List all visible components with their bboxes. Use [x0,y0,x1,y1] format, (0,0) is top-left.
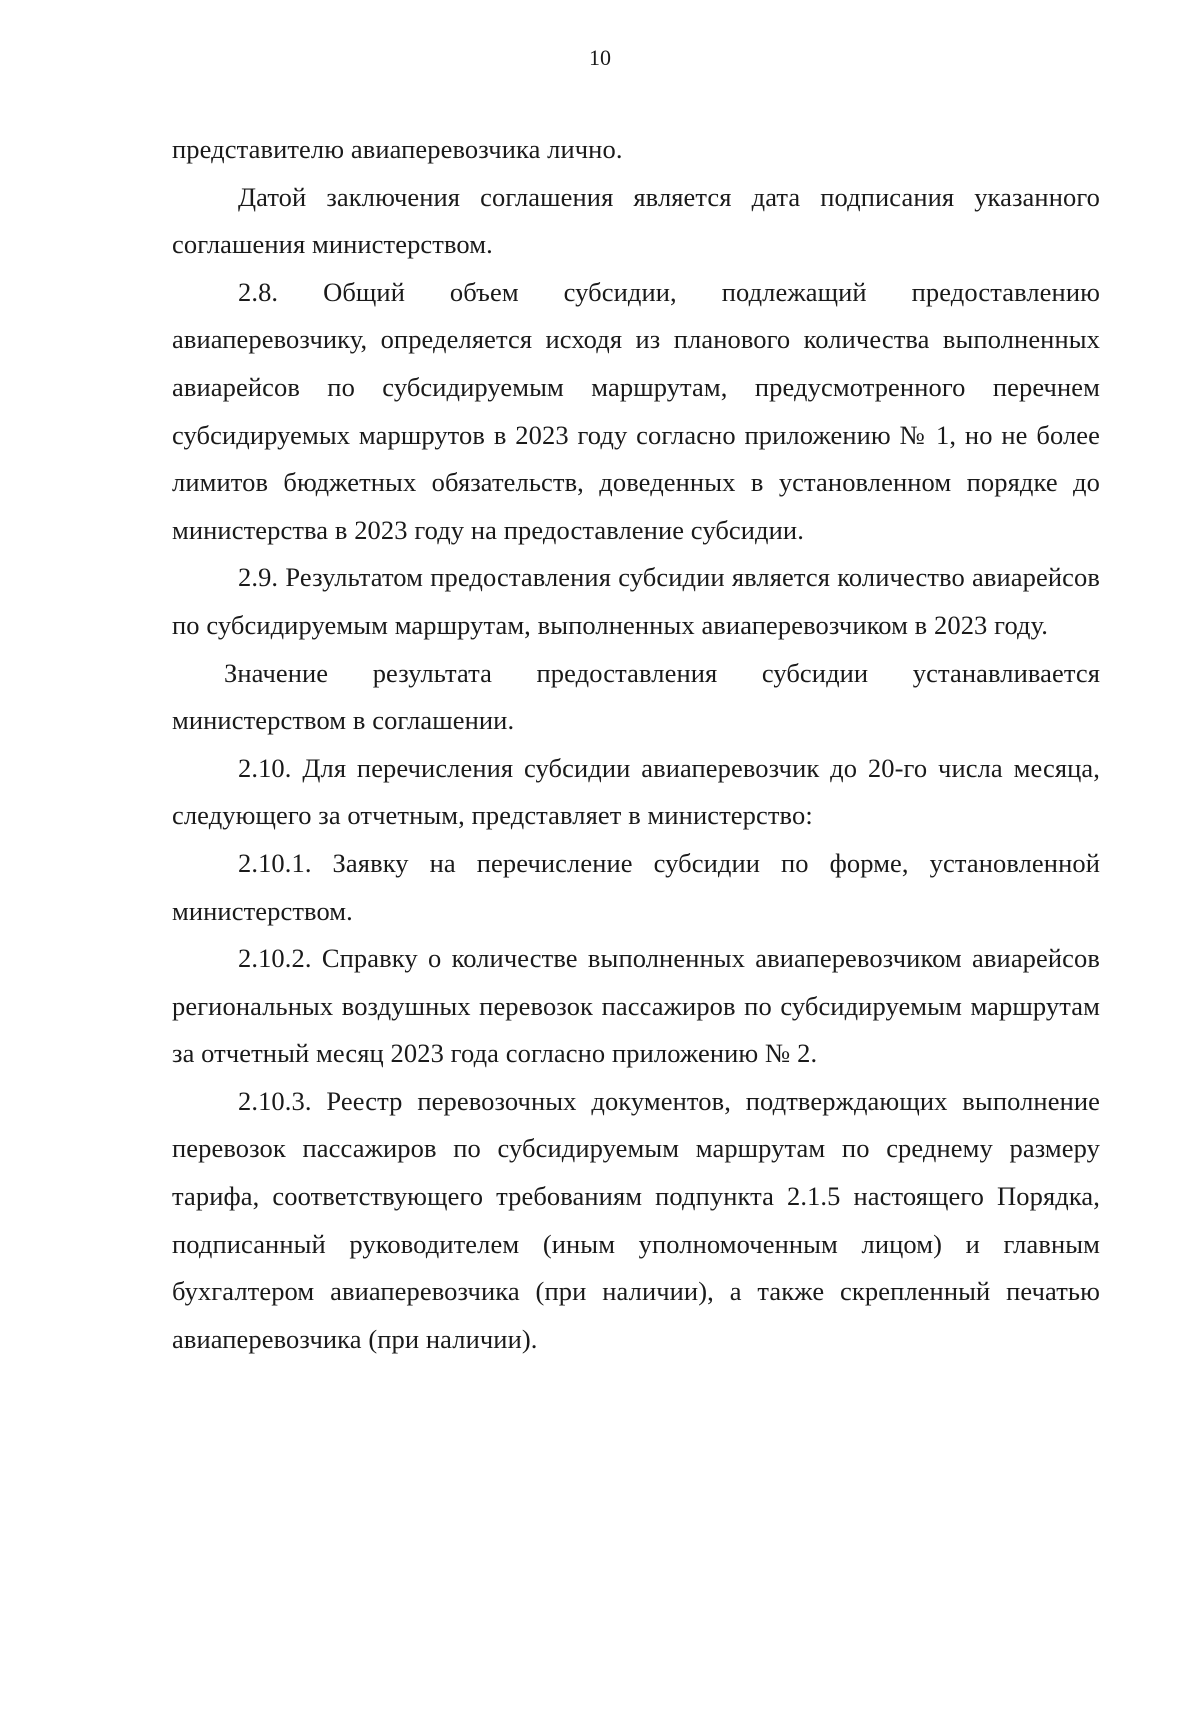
page-number: 10 [589,45,611,70]
paragraph-2-8: 2.8. Общий объем субсидии, подлежащий предоставлению авиаперевозчику, определяется исходя из планового количества выполненных авиарейсов по субсидируемым маршрутам, предусмотренного перечнем субсидируемых маршрутов в 2023 году согласно приложению № 1, но не более лимитов бюджетных обязательств, доведенных в установленном порядке до министерства в 2023 году на предоставление субсидии. [172,276,1100,545]
paragraph-2-9: 2.9. Результатом предоставления субсидии является количество авиарейсов по субсидируемым маршрутам, выполненных авиаперевозчиком в 2023 году. [172,562,1100,640]
paragraph-2-10-3: 2.10.3. Реестр перевозочных документов, подтверждающих выполнение перевозок пассажиров по субсидируемым маршрутам по среднему размеру тарифа, соответствующего требованиям подпункта 2.1.5 настоящего Порядка, подписанный руководителем (иным уполномоченным лицом) и главным бухгалтером авиаперевозчика (при наличии), а также скрепленный печатью авиаперевозчика (при наличии). [172,1085,1100,1354]
paragraph-2-10: 2.10. Для перечисления субсидии авиаперевозчик до 20-го числа месяца, следующего за отчетным, представляет в министерство: [172,752,1100,831]
paragraph-result-value: Значение результата предоставления субсидии устанавливается министерством в соглашении. [172,657,1100,736]
paragraph-2-10-1: 2.10.1. Заявку на перечисление субсидии по форме, установленной министерством. [172,847,1100,926]
document-body [172,126,1100,1363]
paragraph-2-10-2: 2.10.2. Справку о количестве выполненных авиаперевозчиком авиарейсов региональных воздушных перевозок пассажиров по субсидируемым маршрутам за отчетный месяц 2023 года согласно приложению № 2. [172,943,1100,1069]
paragraph-continuation: представителю авиаперевозчика лично. [172,134,623,164]
paragraph-agreement-date: Датой заключения соглашения является дата подписания указанного соглашения министерством. [172,181,1100,260]
